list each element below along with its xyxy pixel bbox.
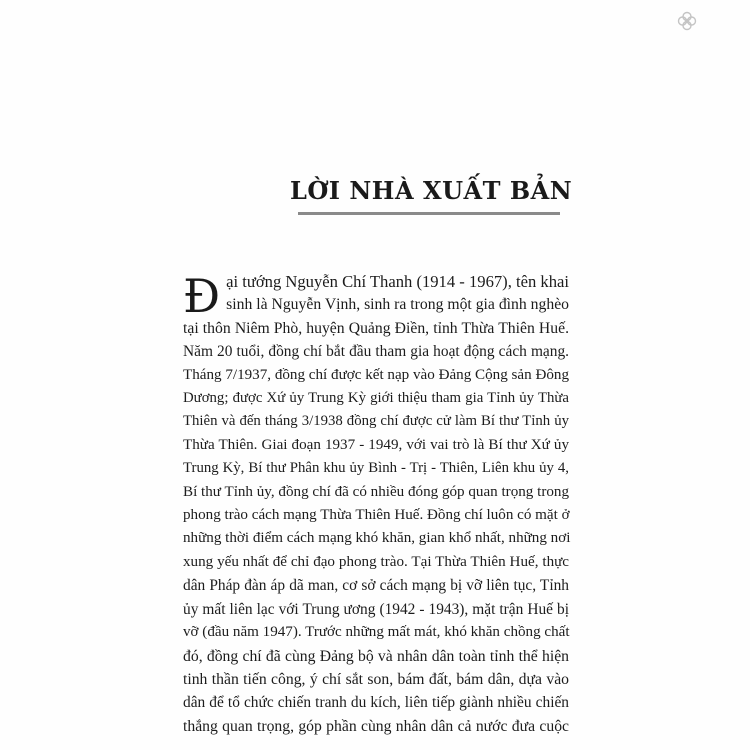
text-line: ại tướng Nguyễn Chí Thanh (1914 - 1967), tên khai xyxy=(226,272,569,291)
text-line: sinh là Nguyễn Vịnh, sinh ra trong một gia đình nghèo xyxy=(226,296,569,314)
body-paragraph xyxy=(183,270,569,738)
text-line: Thiên và đến tháng 3/1938 đồng chí được cử làm Bí thư Tỉnh ủy xyxy=(183,413,569,430)
text-line: Dương; được Xứ ủy Trung Kỳ giới thiệu tham gia Tỉnh ủy Thừa xyxy=(183,390,569,407)
text-line: tại thôn Niêm Phò, huyện Quảng Điền, tỉnh Thừa Thiên Huế. xyxy=(183,319,569,337)
text-line: Thừa Thiên. Giai đoạn 1937 - 1949, với vai trò là Bí thư Xứ ủy xyxy=(183,436,569,453)
page-title: LỜI NHÀ XUẤT BẢN xyxy=(290,176,573,205)
text-line: Trung Kỳ, Bí thư Phân khu ủy Bình - Trị - Thiên, Liên khu ủy 4, xyxy=(183,460,569,477)
text-line: những thời điểm cách mạng khó khăn, gian khổ nhất, những nơi xyxy=(183,530,571,547)
title-underline xyxy=(298,212,560,215)
text-line: Bí thư Tỉnh ủy, đồng chí đã có nhiều đóng góp quan trọng trong xyxy=(183,483,569,500)
text-line: đó, đồng chí đã cùng Đảng bộ và nhân dân toàn tỉnh thể hiện xyxy=(183,647,569,665)
text-line: ủy mất liên lạc với Trung ương (1942 - 1943), mặt trận Huế bị xyxy=(183,600,569,618)
text-line: xung yếu nhất để chỉ đạo phong trào. Tại Thừa Thiên Huế, thực xyxy=(183,553,569,570)
text-line: vỡ (đầu năm 1947). Trước những mất mát, khó khăn chồng chất xyxy=(183,624,570,641)
text-line: phong trào cách mạng Thừa Thiên Huế. Đồng chí luôn có mặt ở xyxy=(183,507,570,524)
text-line: dân để tổ chức chiến tranh du kích, liên tiếp giành nhiều chiến xyxy=(183,694,569,712)
text-line: Tháng 7/1937, đồng chí được kết nạp vào Đảng Cộng sản Đông xyxy=(183,366,569,383)
text-line: Năm 20 tuổi, đồng chí bắt đầu tham gia hoạt động cách mạng. xyxy=(183,343,569,361)
text-line: thắng quan trọng, góp phần cùng nhân dân cả nước đưa cuộc xyxy=(183,717,569,735)
drop-cap: Đ xyxy=(183,269,221,323)
text-line: tinh thần tiến công, ý chí sắt son, bám đất, bám dân, dựa vào xyxy=(183,670,569,688)
four-petal-flower-icon xyxy=(676,10,698,32)
text-line: dân Pháp đàn áp dã man, cơ sở cách mạng bị vỡ liên tục, Tỉnh xyxy=(183,577,569,595)
